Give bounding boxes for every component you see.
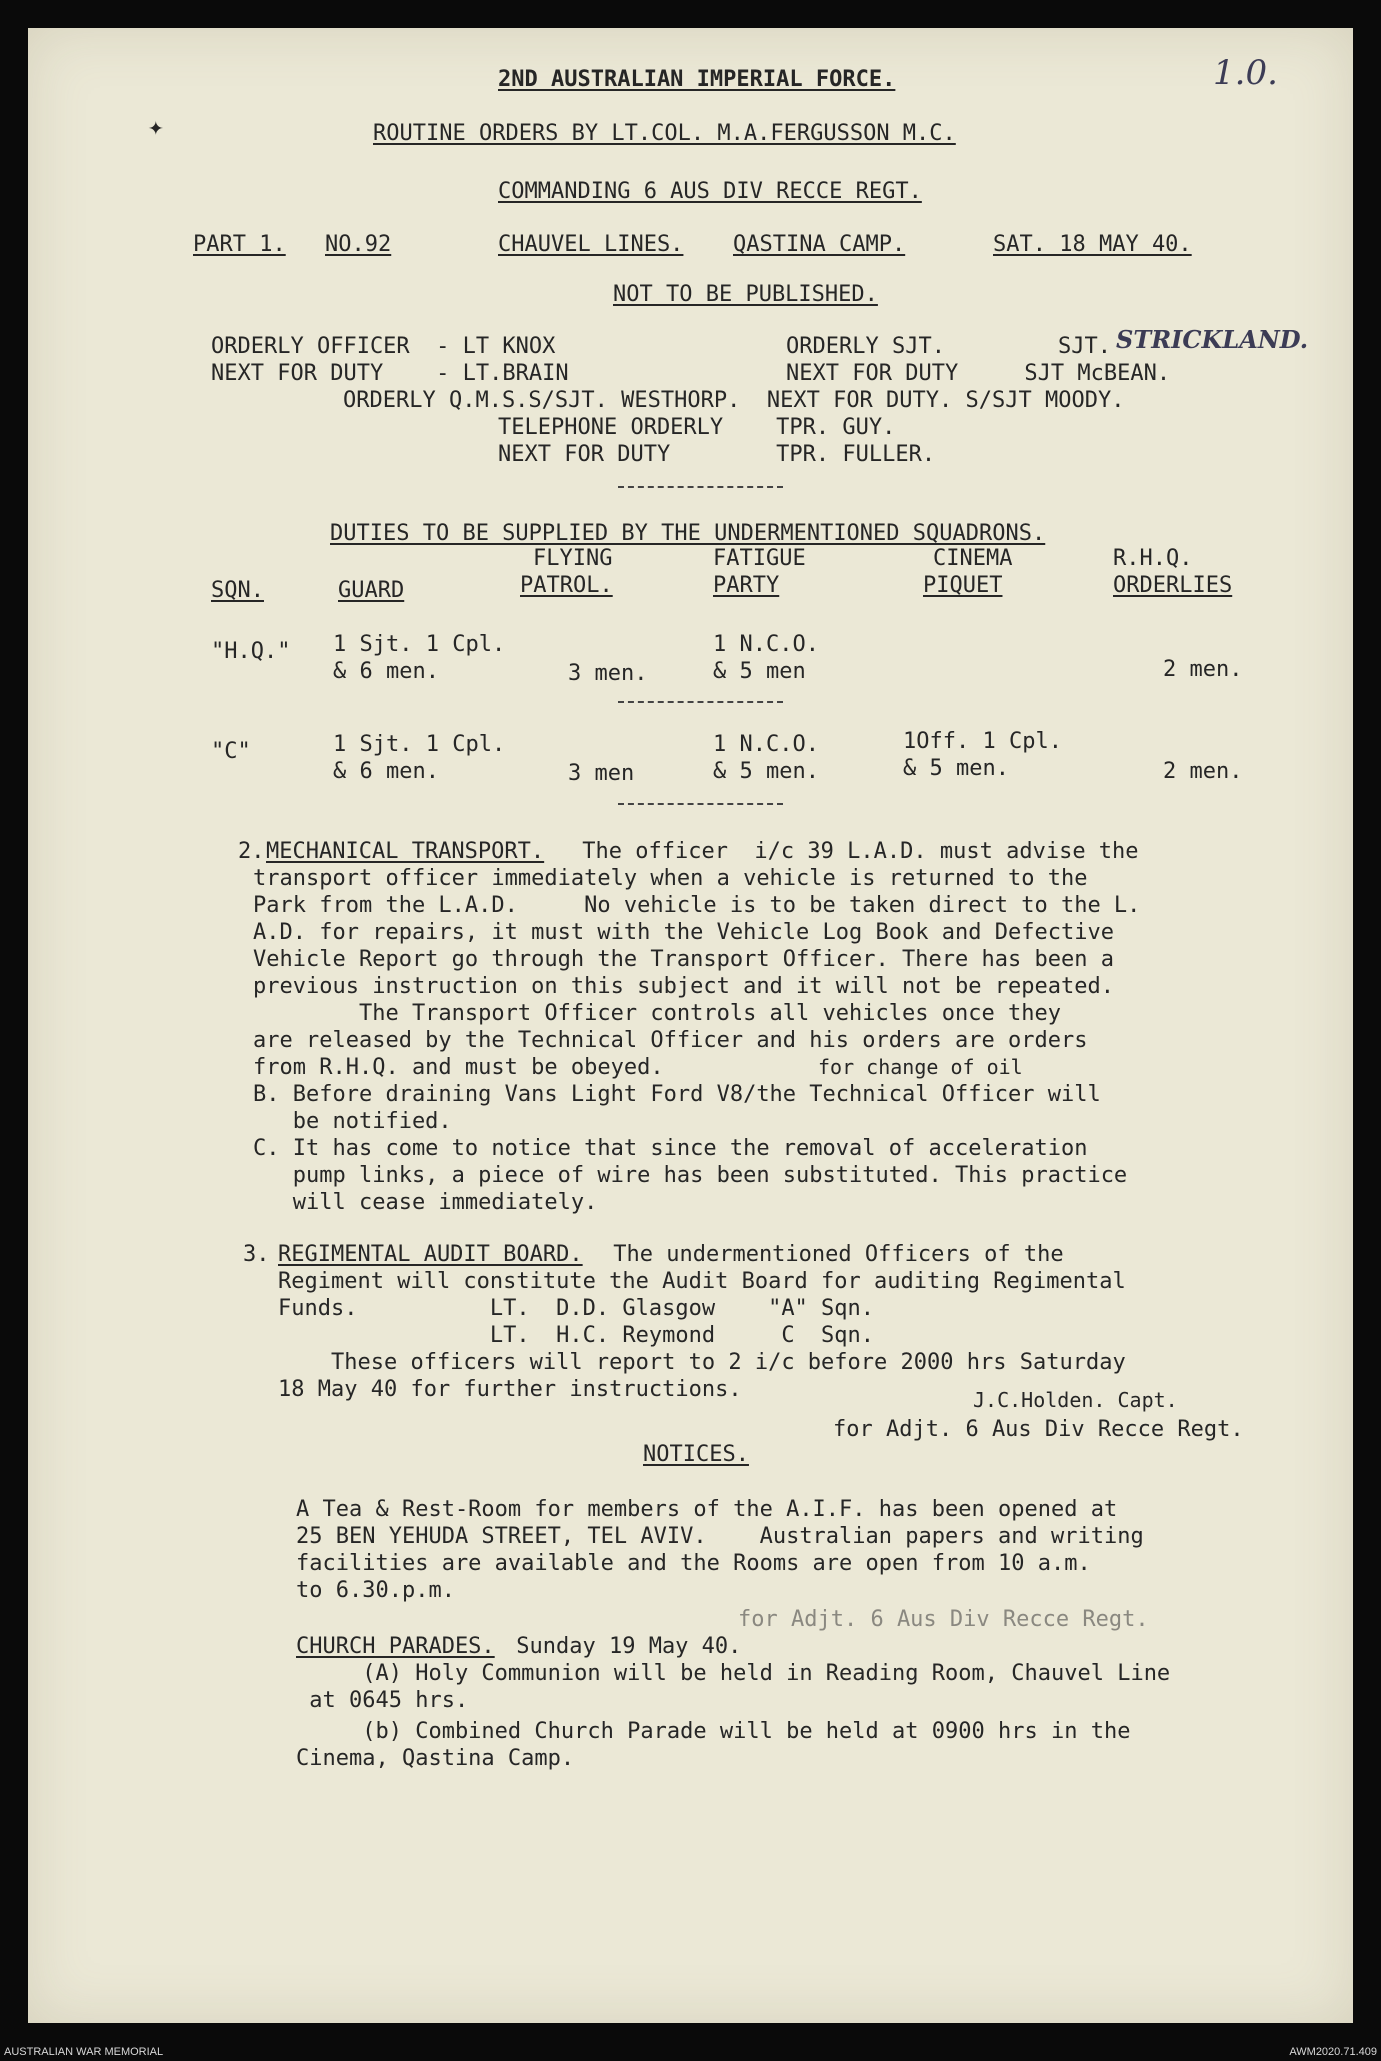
archive-reference: AWM2020.71.409: [1289, 2046, 1377, 2058]
routine-orders-line: ROUTINE ORDERS BY LT.COL. M.A.FERGUSSON M.C.: [373, 121, 956, 146]
col-cinema-2: PIQUET: [923, 573, 1003, 598]
col-rhq-2: ORDERLIES: [1113, 573, 1233, 598]
section-text: from R.H.Q. and must be obeyed.: [253, 1055, 664, 1080]
signature-name: J.C.Holden. Capt.: [973, 1388, 1178, 1412]
col-guard: GUARD: [338, 578, 405, 603]
col-fatigue-1: FATIGUE: [713, 546, 806, 571]
row-fatigue-2: & 5 men: [713, 659, 806, 684]
section-text: Regiment will constitute the Audit Board for auditing Regimental: [278, 1269, 1126, 1294]
section-text: are released by the Technical Officer and his orders are orders: [253, 1028, 1088, 1053]
next-officer: NEXT FOR DUTY - LT.BRAIN: [211, 361, 569, 386]
camp-label: QASTINA CAMP.: [733, 232, 906, 257]
divider: [618, 701, 783, 703]
church-text: Cinema, Qastina Camp.: [296, 1746, 575, 1771]
section-number: 3.: [243, 1242, 270, 1267]
notice-text: A Tea & Rest-Room for members of the A.I.F. has been opened at: [296, 1497, 1118, 1522]
church-text: (A) Holy Communion will be held in Reading Room, Chauvel Line: [296, 1661, 1171, 1686]
part-label: PART 1.: [193, 232, 286, 257]
row-guard-1: 1 Sjt. 1 Cpl.: [333, 732, 506, 757]
notice-text: to 6.30.p.m.: [296, 1578, 455, 1603]
location-label: CHAUVEL LINES.: [498, 232, 684, 257]
section-text: previous instruction on this subject and it will not be repeated.: [253, 974, 1114, 999]
orderly-sjt-rank: SJT.: [1058, 334, 1111, 359]
archive-credit: AUSTRALIAN WAR MEMORIAL: [4, 2046, 164, 2058]
row-orderlies: 2 men.: [1163, 657, 1243, 682]
order-date: SAT. 18 MAY 40.: [993, 232, 1192, 257]
col-cinema-1: CINEMA: [933, 546, 1013, 571]
row-guard-2: & 6 men.: [333, 759, 439, 784]
page-number-mark: 1.0.: [1213, 53, 1278, 93]
row-sqn: "C": [211, 739, 251, 764]
notice-text: facilities are available and the Rooms are open from 10 a.m.: [296, 1551, 1091, 1576]
row-orderlies: 2 men.: [1163, 759, 1243, 784]
next-sjt: NEXT FOR DUTY SJT McBEAN.: [786, 361, 1171, 386]
row-piquet-2: & 5 men.: [903, 756, 1009, 781]
section-text: These officers will report to 2 i/c before 2000 hrs Saturday: [278, 1350, 1126, 1375]
row-guard-2: & 6 men.: [333, 659, 439, 684]
section-text: Funds. LT. D.D. Glasgow "A" Sqn.: [278, 1296, 875, 1321]
document-page: [28, 28, 1353, 2023]
section-text: The officer i/c 39 L.A.D. must advise the: [569, 839, 1139, 864]
orderly-qms: ORDERLY Q.M.S.S/SJT. WESTHORP. NEXT FOR DUTY. S/SJT MOODY.: [343, 388, 1125, 413]
section-text: A.D. for repairs, it must with the Vehicle Log Book and Defective: [253, 920, 1114, 945]
row-fatigue-2: & 5 men.: [713, 759, 819, 784]
section-text: The undermentioned Officers of the: [600, 1242, 1064, 1267]
orderly-officer: ORDERLY OFFICER - LT KNOX: [211, 334, 556, 359]
church-text: (b) Combined Church Parade will be held at 0900 hrs in the: [296, 1719, 1131, 1744]
row-piquet-1: 1Off. 1 Cpl.: [903, 729, 1062, 754]
church-date: Sunday 19 May 40.: [503, 1634, 742, 1659]
section-text: Vehicle Report go through the Transport Officer. There has been a: [253, 947, 1114, 972]
orderly-sjt-label: ORDERLY SJT.: [786, 334, 945, 359]
section-text: pump links, a piece of wire has been substituted. This practice: [253, 1163, 1128, 1188]
section-text: Park from the L.A.D. No vehicle is to be taken direct to the L.: [253, 893, 1141, 918]
divider: [618, 803, 783, 805]
signature-role: for Adjt. 6 Aus Div Recce Regt.: [833, 1417, 1244, 1442]
hole-punch-mark: ✦: [148, 112, 164, 142]
inserted-text: for change of oil: [818, 1055, 1023, 1079]
notice-text: 25 BEN YEHUDA STREET, TEL AVIV. Australian papers and writing: [296, 1524, 1144, 1549]
section-heading: REGIMENTAL AUDIT BOARD.: [278, 1242, 583, 1267]
telephone-next: NEXT FOR DUTY TPR. FULLER.: [498, 442, 936, 467]
col-flying-2: PATROL.: [520, 573, 613, 598]
order-number: NO.92: [325, 232, 392, 257]
col-rhq-1: R.H.Q.: [1113, 546, 1193, 571]
commanding-line: COMMANDING 6 AUS DIV RECCE REGT.: [498, 179, 922, 204]
section-text: C. It has come to notice that since the removal of acceleration: [253, 1136, 1088, 1161]
divider: [618, 486, 783, 488]
row-fatigue-1: 1 N.C.O.: [713, 732, 819, 757]
row-sqn: "H.Q.": [211, 639, 291, 664]
faint-signature: for Adjt. 6 Aus Div Recce Regt.: [738, 1607, 1149, 1632]
col-sqn: SQN.: [211, 578, 264, 603]
restriction-notice: NOT TO BE PUBLISHED.: [613, 282, 878, 307]
section-text: 18 May 40 for further instructions.: [278, 1377, 742, 1402]
row-patrol: 3 men: [568, 761, 635, 786]
row-fatigue-1: 1 N.C.O.: [713, 632, 819, 657]
section-number: 2.: [238, 839, 265, 864]
col-flying-1: FLYING: [533, 546, 613, 571]
section-text: B. Before draining Vans Light Ford V8/the Technical Officer will: [253, 1082, 1101, 1107]
row-patrol: 3 men.: [568, 661, 648, 686]
document-title: 2ND AUSTRALIAN IMPERIAL FORCE.: [498, 67, 896, 92]
section-heading: MECHANICAL TRANSPORT.: [266, 839, 545, 864]
section-text: The Transport Officer controls all vehicles once they: [253, 1001, 1061, 1026]
orderly-sjt-handwritten: STRICKLAND.: [1116, 325, 1309, 354]
section-text: will cease immediately.: [253, 1190, 598, 1215]
church-heading: CHURCH PARADES.: [296, 1634, 495, 1659]
notices-heading: NOTICES.: [643, 1442, 749, 1467]
col-fatigue-2: PARTY: [713, 573, 780, 598]
section-text: LT. H.C. Reymond C Sqn.: [278, 1323, 875, 1348]
church-text: at 0645 hrs.: [296, 1688, 469, 1713]
telephone-orderly: TELEPHONE ORDERLY TPR. GUY.: [498, 415, 896, 440]
row-guard-1: 1 Sjt. 1 Cpl.: [333, 632, 506, 657]
section-text: be notified.: [253, 1109, 452, 1134]
section-text: transport officer immediately when a vehicle is returned to the: [253, 866, 1088, 891]
duties-table-title: DUTIES TO BE SUPPLIED BY THE UNDERMENTIONED SQUADRONS.: [330, 521, 1046, 546]
